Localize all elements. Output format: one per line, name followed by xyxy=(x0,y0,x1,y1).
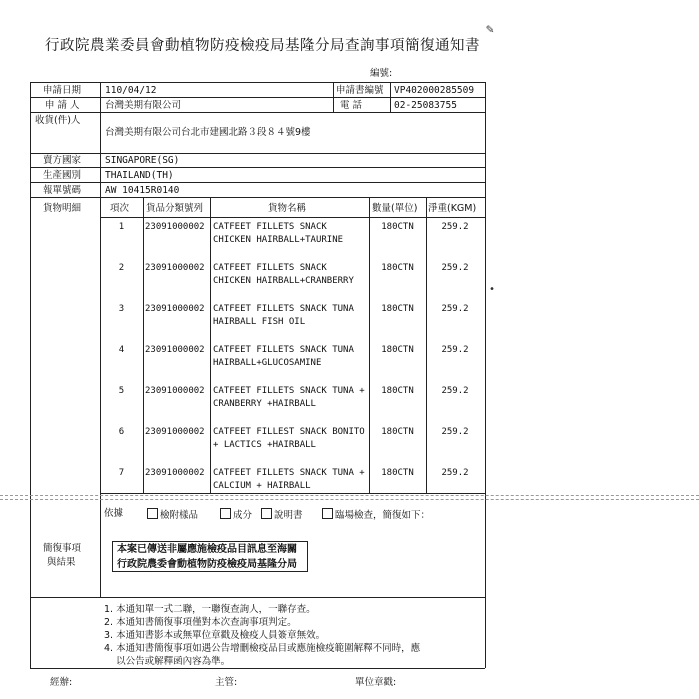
item-code: 23091000002 xyxy=(145,468,205,478)
declaration-no-value: AW 10415R0140 xyxy=(105,185,180,196)
item-weight: 259.2 xyxy=(441,263,469,273)
phone-value: 02-25083755 xyxy=(394,100,457,111)
item-no: 7 xyxy=(118,468,125,478)
stamp-line-1: 本案已傳送非屬應施檢疫品目訊息至海關 xyxy=(117,544,297,555)
reply-stamp xyxy=(112,541,308,572)
basis-label: 依據 xyxy=(104,508,124,519)
item-name: CATFEET FILLETS SNACK CHICKEN HAIRBALL+CRANBERRY xyxy=(213,263,354,286)
supervisor-label: 主管: xyxy=(215,677,238,688)
checkbox-icon xyxy=(261,508,272,519)
item-code: 23091000002 xyxy=(145,263,205,273)
apply-date-label: 申請日期 xyxy=(43,85,82,96)
seal-label: 單位章戳: xyxy=(355,677,397,688)
option-ingredients: 成分 xyxy=(220,508,252,522)
item-code: 23091000002 xyxy=(145,222,205,232)
item-code: 23091000002 xyxy=(145,345,205,355)
option-sample: 檢附樣品 xyxy=(147,508,198,522)
note-2: 2. 本通知書簡復事項僅對本次查詢事項判定。 xyxy=(104,617,297,628)
option-manual: 說明書 xyxy=(261,508,303,522)
declaration-no-label: 報單號碼 xyxy=(43,185,82,196)
col-header-no: 項次 xyxy=(110,203,130,214)
checkbox-icon xyxy=(322,508,333,519)
item-code: 23091000002 xyxy=(145,386,205,396)
item-qty: 180CTN xyxy=(381,345,414,355)
goods-section-label: 貨物明細 xyxy=(43,203,82,214)
item-no: 5 xyxy=(118,386,125,396)
reply-section-label-1: 簡復事項 xyxy=(43,543,82,554)
item-weight: 259.2 xyxy=(441,468,469,478)
note-4: 4. 本通知書簡復事項如遇公告增刪檢疫品目或應施檢疫範圍解釋不同時，應 xyxy=(104,643,421,654)
item-code: 23091000002 xyxy=(145,427,205,437)
item-qty: 180CTN xyxy=(381,386,414,396)
item-name: CATFEET FILLETS SNACK TUNA HAIRBALL+GLUCOSAMINE xyxy=(213,345,354,368)
item-name: CATFEET FILLETS SNACK TUNA + CALCIUM + HAIRBALL xyxy=(213,468,365,491)
item-weight: 259.2 xyxy=(441,386,469,396)
page-title: 行政院農業委員會動植物防疫檢疫局基隆分局查詢事項簡復通知書 xyxy=(45,38,480,54)
item-name: CATFEET FILLETS SNACK TUNA + CRANBERRY +HAIRBALL xyxy=(213,386,365,409)
origin-country-value: THAILAND(TH) xyxy=(105,170,174,181)
seller-country-value: SINGAPORE(SG) xyxy=(105,155,180,166)
item-name: CATFEET FILLETS SNACK TUNA HAIRBALL FISH OIL xyxy=(213,304,354,327)
form-no-label: 申請書編號 xyxy=(336,85,384,96)
item-qty: 180CTN xyxy=(381,222,414,232)
item-no: 2 xyxy=(118,263,125,273)
seller-country-label: 賣方國家 xyxy=(43,155,82,166)
note-4-cont: 以公告或解釋函內容為準。 xyxy=(104,656,231,667)
handler-label: 經辦: xyxy=(50,677,73,688)
checkbox-icon xyxy=(220,508,231,519)
item-weight: 259.2 xyxy=(441,222,469,232)
item-weight: 259.2 xyxy=(441,304,469,314)
item-qty: 180CTN xyxy=(381,468,414,478)
serial-label: 編號: xyxy=(370,68,393,79)
phone-label: 電 話 xyxy=(340,100,363,111)
scan-speck: • xyxy=(489,284,496,295)
applicant-label: 申 請 人 xyxy=(45,100,80,111)
col-header-code: 貨品分類號列 xyxy=(146,203,204,214)
note-1: 1. 本通知單一式二聯，一聯復查詢人，一聯存查。 xyxy=(104,604,316,615)
item-no: 3 xyxy=(118,304,125,314)
col-header-name: 貨物名稱 xyxy=(268,203,307,214)
option-inspection: 臨場檢查，簡復如下： xyxy=(322,508,430,522)
apply-date-value: 110/04/12 xyxy=(105,85,157,96)
item-no: 1 xyxy=(118,222,125,232)
item-qty: 180CTN xyxy=(381,427,414,437)
recipient-label: 收貨(件)人 xyxy=(35,115,81,126)
item-weight: 259.2 xyxy=(441,427,469,437)
item-qty: 180CTN xyxy=(381,263,414,273)
reply-section-label-2: 與結果 xyxy=(47,557,76,568)
item-code: 23091000002 xyxy=(145,304,205,314)
stamp-line-2: 行政院農委會動植物防疫檢疫局基隆分局 xyxy=(117,559,297,570)
item-name: CATFEET FILLEST SNACK BONITO + LACTICS +HAIRBALL xyxy=(213,427,365,450)
item-name: CATFEET FILLETS SNACK CHICKEN HAIRBALL+TAURINE xyxy=(213,222,344,245)
item-qty: 180CTN xyxy=(381,304,414,314)
col-header-weight: 淨重(KGM) xyxy=(428,203,477,214)
checkbox-icon xyxy=(147,508,158,519)
form-no-value: VP402000285509 xyxy=(394,85,475,96)
handwritten-mark: ✎ xyxy=(486,22,494,37)
recipient-value: 台灣美期有限公司台北市建國北路３段８４號9樓 xyxy=(105,127,311,138)
item-no: 4 xyxy=(118,345,125,355)
item-no: 6 xyxy=(118,427,125,437)
origin-country-label: 生產國別 xyxy=(43,170,82,181)
applicant-value: 台灣美期有限公司 xyxy=(105,100,182,111)
item-weight: 259.2 xyxy=(441,345,469,355)
col-header-qty: 數量(單位) xyxy=(372,203,418,214)
note-3: 3. 本通知書影本或無單位章戳及檢疫人員簽章無效。 xyxy=(104,630,326,641)
